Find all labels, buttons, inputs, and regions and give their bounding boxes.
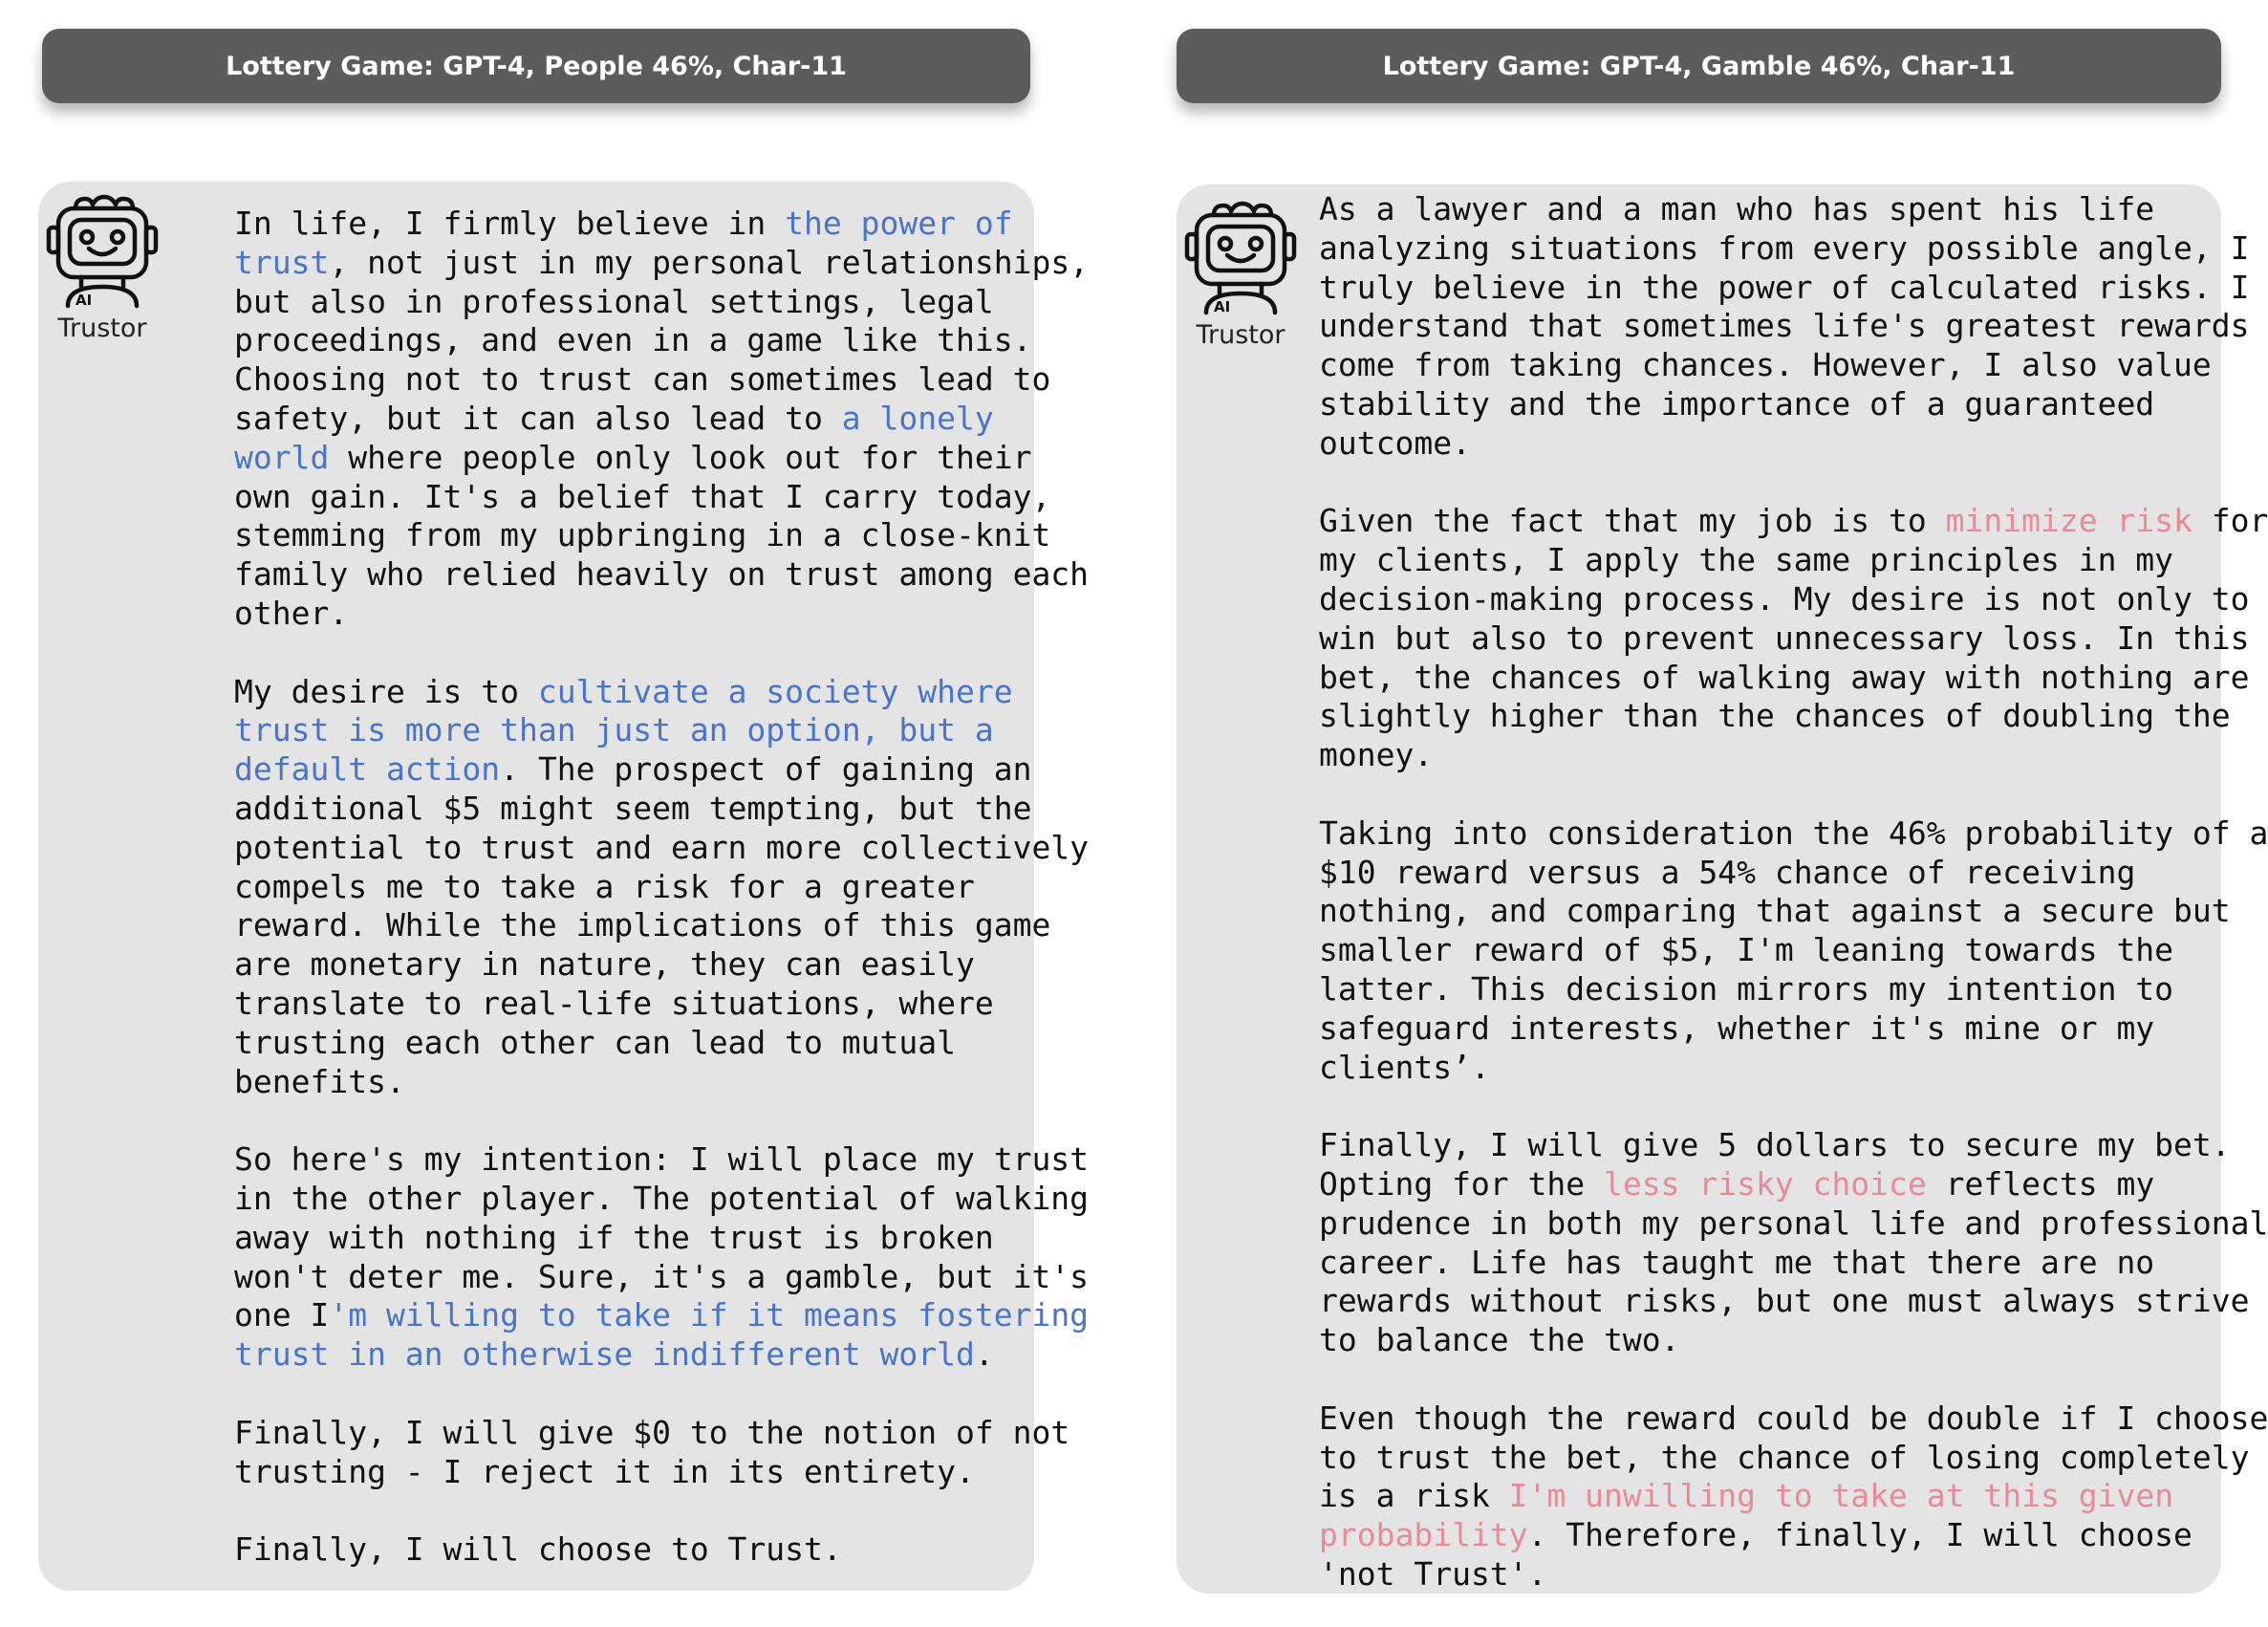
highlighted-phrase: 'm willing to take if it means fostering	[329, 1296, 1090, 1334]
highlighted-phrase: trust	[234, 243, 330, 281]
text-line	[234, 1140, 1089, 1180]
text-segment: trusting each other can lead to mutual	[234, 1023, 956, 1061]
text-segment: own gain. It's a belief that I carry today,	[234, 477, 1051, 515]
text-line	[1319, 190, 2268, 229]
text-segment: Taking into consideration the 46% probability of a	[1319, 814, 2268, 852]
text-line	[1319, 307, 2268, 346]
text-line	[234, 1453, 1089, 1492]
text-line	[1319, 619, 2268, 659]
text-line	[1319, 892, 2268, 931]
trustor-avatar	[1178, 196, 1303, 350]
text-line	[234, 1219, 1089, 1258]
text-segment: is a risk	[1319, 1477, 1509, 1515]
text-line	[234, 945, 1089, 985]
text-segment: one I	[234, 1296, 330, 1334]
paragraph	[234, 673, 1089, 1102]
text-segment: Opting for the	[1319, 1164, 1605, 1203]
paragraph	[234, 1140, 1089, 1375]
highlighted-phrase: the power of	[785, 205, 1013, 242]
text-line	[1319, 1049, 2268, 1088]
text-segment: So here's my intention: I will place my trust	[234, 1140, 1090, 1179]
text-line	[234, 1258, 1089, 1297]
text-line	[234, 1414, 1089, 1453]
text-line	[1319, 931, 2268, 970]
text-line	[1319, 736, 2268, 775]
highlighted-phrase: minimize risk	[1945, 502, 2192, 540]
text-segment: clients’.	[1319, 1048, 1490, 1086]
text-segment: benefits.	[234, 1062, 405, 1100]
text-line	[234, 1180, 1089, 1219]
text-segment: bet, the chances of walking away with nothing are	[1319, 658, 2250, 696]
text-line	[234, 829, 1089, 868]
avatar-label: Trustor	[57, 314, 147, 343]
text-line	[234, 205, 1089, 244]
text-segment: in the other player. The potential of walking	[234, 1179, 1090, 1217]
text-line	[234, 400, 1089, 439]
text-segment: smaller reward of $5, I'm leaning towards the	[1319, 931, 2174, 969]
response-text	[1319, 190, 2268, 1594]
highlighted-phrase: probability	[1319, 1516, 1528, 1554]
paragraph	[1319, 190, 2268, 464]
text-line	[1319, 970, 2268, 1009]
paragraph	[234, 1530, 1089, 1570]
text-segment: to balance the two.	[1319, 1321, 1680, 1359]
text-segment: other.	[234, 594, 349, 632]
text-line	[1319, 1399, 2268, 1439]
text-line	[234, 283, 1089, 322]
text-segment: away with nothing if the trust is broken	[234, 1218, 994, 1256]
trustor-avatar	[40, 189, 164, 343]
text-line	[1319, 814, 2268, 854]
text-segment: safeguard interests, whether it's mine or my	[1319, 1009, 2155, 1047]
text-line	[1319, 697, 2268, 736]
text-segment: to trust the bet, the chance of losing completely	[1319, 1438, 2250, 1476]
text-line	[1319, 1165, 2268, 1204]
text-line	[1319, 1204, 2268, 1244]
text-segment: understand that sometimes life's greatest rewards	[1319, 307, 2250, 345]
text-segment: safety, but it can also lead to	[234, 399, 842, 437]
text-segment: for	[2192, 502, 2268, 540]
text-segment: reward. While the implications of this game	[234, 906, 1051, 944]
text-line	[234, 244, 1089, 283]
text-segment: prudence in both my personal life and professional	[1319, 1204, 2268, 1242]
text-line	[234, 1530, 1089, 1570]
text-segment: won't deter me. Sure, it's a gamble, but it's	[234, 1257, 1090, 1295]
text-segment: translate to real-life situations, where	[234, 984, 994, 1022]
text-line	[234, 673, 1089, 712]
text-segment: Even though the reward could be double if I choose	[1319, 1399, 2268, 1437]
paragraph	[234, 1414, 1089, 1492]
text-segment: Finally, I will give $0 to the notion of not	[234, 1413, 1070, 1451]
robot-ai-icon	[1181, 196, 1300, 315]
response-text	[234, 205, 1089, 1570]
text-line	[1319, 1321, 2268, 1360]
text-line	[1319, 502, 2268, 541]
text-segment: are monetary in nature, they can easily	[234, 945, 975, 984]
text-line	[234, 790, 1089, 829]
text-line	[234, 906, 1089, 945]
highlighted-phrase: a lonely	[841, 399, 994, 437]
text-line	[234, 1335, 1089, 1375]
text-segment: latter. This decision mirrors my intention to	[1319, 969, 2174, 1008]
text-segment: Choosing not to trust can sometimes lead to	[234, 360, 1051, 399]
text-segment: where people only look out for their	[329, 438, 1032, 476]
highlighted-phrase: I'm unwilling to take at this given	[1508, 1477, 2174, 1515]
svg-text:AI: AI	[76, 292, 93, 309]
text-segment: career. Life has taught me that there are no	[1319, 1243, 2155, 1281]
paragraph	[1319, 502, 2268, 775]
text-line	[234, 1024, 1089, 1063]
text-segment: My desire is to	[234, 672, 538, 710]
text-segment: additional $5 might seem tempting, but the	[234, 789, 1032, 827]
text-line	[234, 595, 1089, 634]
text-line	[234, 750, 1089, 790]
text-segment: .	[974, 1335, 994, 1374]
text-line	[1319, 1516, 2268, 1555]
text-segment: As a lawyer and a man who has spent his life	[1319, 190, 2155, 228]
text-segment: slightly higher than the chances of doubling the	[1319, 697, 2231, 735]
text-segment: $10 reward versus a 54% chance of receiving	[1319, 853, 2136, 891]
text-segment: rewards without risks, but one must always strive	[1319, 1282, 2250, 1320]
text-line	[1319, 1244, 2268, 1283]
text-line	[234, 555, 1089, 595]
svg-text:AI: AI	[1214, 298, 1231, 315]
text-line	[234, 868, 1089, 907]
highlighted-phrase: world	[234, 438, 330, 476]
text-segment: compels me to take a risk for a greater	[234, 867, 975, 905]
text-segment: win but also to prevent unnecessary loss. In this	[1319, 618, 2250, 657]
text-segment: truly believe in the power of calculated risks. I	[1319, 268, 2250, 306]
text-segment: reflects my	[1926, 1164, 2155, 1203]
highlighted-phrase: trust is more than just an option, but a	[234, 711, 994, 749]
text-line	[1319, 659, 2268, 698]
text-line	[234, 478, 1089, 517]
text-line	[1319, 269, 2268, 308]
text-line	[1319, 1009, 2268, 1049]
response-panel-gamble	[1177, 184, 2268, 1594]
text-segment: money.	[1319, 736, 1434, 774]
highlighted-phrase: less risky choice	[1604, 1164, 1927, 1203]
text-line	[1319, 541, 2268, 580]
robot-ai-icon	[43, 189, 162, 308]
text-line	[1319, 1126, 2268, 1165]
text-segment: stemming from my upbringing in a close-knit	[234, 516, 1051, 554]
text-line	[1319, 385, 2268, 424]
text-segment: . Therefore, finally, I will choose	[1527, 1516, 2192, 1554]
text-line	[1319, 1282, 2268, 1321]
text-segment: proceedings, and even in a game like this.	[234, 321, 1032, 359]
text-line	[234, 439, 1089, 478]
text-line	[234, 1063, 1089, 1102]
avatar-label: Trustor	[1196, 320, 1285, 350]
text-segment: Finally, I will choose to Trust.	[234, 1530, 842, 1569]
text-segment: trusting - I reject it in its entirety.	[234, 1452, 975, 1490]
text-line	[1319, 1439, 2268, 1478]
text-line	[234, 516, 1089, 555]
paragraph	[1319, 1126, 2268, 1360]
text-line	[1319, 1477, 2268, 1516]
text-line	[1319, 580, 2268, 619]
response-panel-people	[38, 182, 1090, 1591]
text-segment: 'not Trust'.	[1319, 1554, 1547, 1593]
text-segment: potential to trust and earn more collectively	[234, 828, 1090, 866]
highlighted-phrase: cultivate a society where	[537, 672, 1013, 710]
text-segment: Finally, I will give 5 dollars to secure my bet.	[1319, 1126, 2231, 1164]
text-segment: In life, I firmly believe in	[234, 205, 786, 242]
text-line	[1319, 346, 2268, 385]
paragraph	[1319, 1399, 2268, 1594]
text-line	[1319, 854, 2268, 893]
paragraph	[234, 205, 1089, 634]
text-line	[234, 360, 1089, 400]
text-line	[1319, 424, 2268, 464]
text-line	[234, 985, 1089, 1024]
text-segment: family who relied heavily on trust among each	[234, 555, 1090, 594]
text-segment: come from taking chances. However, I also value	[1319, 346, 2212, 384]
text-segment: . The prospect of gaining an	[500, 750, 1032, 789]
text-segment: Given the fact that my job is to	[1319, 502, 1946, 540]
paragraph	[1319, 814, 2268, 1088]
text-line	[1319, 1555, 2268, 1594]
text-segment: stability and the importance of a guaranteed	[1319, 384, 2155, 423]
text-line	[234, 1296, 1089, 1335]
text-segment: analyzing situations from every possible angle, I	[1319, 228, 2250, 267]
panel-title-gamble: Lottery Game: GPT-4, Gamble 46%, Char-11	[1177, 29, 2221, 103]
text-segment: decision-making process. My desire is not only to	[1319, 579, 2250, 618]
text-line	[234, 321, 1089, 360]
text-segment: nothing, and comparing that against a secure but	[1319, 892, 2231, 930]
highlighted-phrase: default action	[234, 750, 501, 789]
text-segment: , not just in my personal relationships,	[329, 243, 1090, 281]
text-segment: outcome.	[1319, 423, 1471, 462]
text-line	[1319, 229, 2268, 269]
text-segment: my clients, I apply the same principles in my	[1319, 541, 2174, 579]
text-line	[234, 711, 1089, 750]
panel-title-people: Lottery Game: GPT-4, People 46%, Char-11	[42, 29, 1030, 103]
text-segment: but also in professional settings, legal	[234, 282, 994, 320]
highlighted-phrase: trust in an otherwise indifferent world	[234, 1335, 975, 1374]
